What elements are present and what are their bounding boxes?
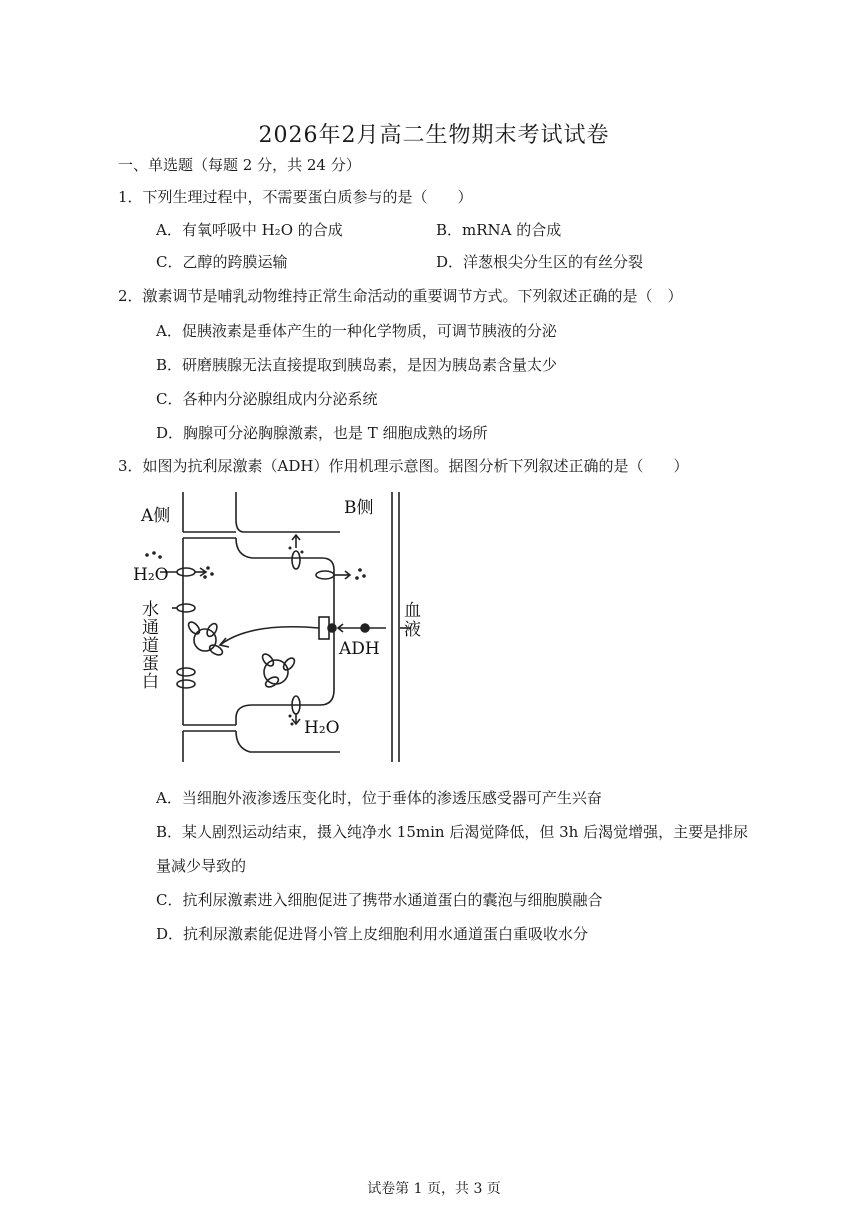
question-1-option-c: C．乙醇的跨膜运输	[156, 253, 288, 271]
question-1-option-d: D．洋葱根尖分生区的有丝分裂	[436, 253, 644, 271]
question-2-option-a: A．促胰液素是垂体产生的一种化学物质，可调节胰液的分泌	[156, 322, 557, 340]
section-heading: 一、单选题（每题 2 分，共 24 分）	[118, 156, 361, 174]
figure-label-aquaporin: 水通道蛋白	[138, 600, 158, 690]
question-1-stem: 1．下列生理过程中，不需要蛋白质参与的是（ ）	[118, 188, 473, 206]
question-3-option-b: B．某人剧烈运动结束，摄入纯净水 15min 后渴觉降低，但 3h 后渴觉增强，主要是排尿	[156, 823, 749, 841]
question-3-option-b-continued: 量减少导致的	[156, 857, 247, 875]
question-1-option-b: B．mRNA 的合成	[436, 221, 562, 239]
figure-label-side-b: B侧	[344, 498, 374, 518]
figure-label-side-a: A侧	[141, 506, 171, 526]
question-2-option-d: D．胸腺可分泌胸腺激素，也是 T 细胞成熟的场所	[156, 424, 488, 442]
question-3-option-a: A．当细胞外液渗透压变化时，位于垂体的渗透压感受器可产生兴奋	[156, 789, 602, 807]
figure-label-h2o-left: H₂O	[133, 565, 169, 585]
question-1-option-a: A．有氧呼吸中 H₂O 的合成	[156, 221, 343, 239]
exam-title: 2026年2月高二生物期末考试试卷	[258, 123, 610, 148]
figure-label-h2o-bottom: H₂O	[304, 718, 340, 738]
question-2-stem: 2．激素调节是哺乳动物维持正常生命活动的重要调节方式。下列叙述正确的是（ ）	[118, 287, 683, 305]
question-2-option-b: B．研磨胰腺无法直接提取到胰岛素，是因为胰岛素含量太少	[156, 356, 558, 374]
question-3-option-d: D．抗利尿激素能促进肾小管上皮细胞利用水通道蛋白重吸收水分	[156, 925, 589, 943]
adh-mechanism-figure	[125, 488, 435, 768]
figure-label-blood: 血液	[400, 601, 420, 639]
question-3-stem: 3．如图为抗利尿激素（ADH）作用机理示意图。据图分析下列叙述正确的是（ ）	[118, 457, 689, 475]
page-footer: 试卷第 1 页，共 3 页	[367, 1181, 501, 1197]
figure-label-adh: ADH	[339, 639, 380, 659]
question-2-option-c: C．各种内分泌腺组成内分泌系统	[156, 390, 378, 408]
question-3-option-c: C．抗利尿激素进入细胞促进了携带水通道蛋白的囊泡与细胞膜融合	[156, 891, 603, 909]
